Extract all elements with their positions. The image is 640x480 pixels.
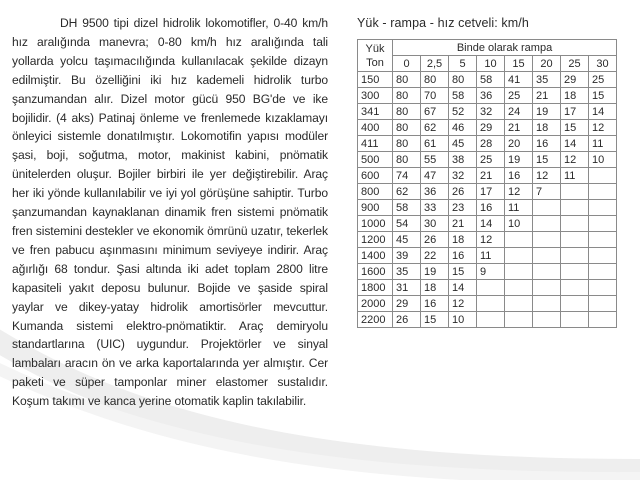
speed-cell xyxy=(533,296,561,312)
speed-cell: 25 xyxy=(477,152,505,168)
speed-cell: 58 xyxy=(477,72,505,88)
speed-cell: 80 xyxy=(393,72,421,88)
table-row xyxy=(358,312,617,328)
speed-cell: 29 xyxy=(477,120,505,136)
speed-cell: 17 xyxy=(477,184,505,200)
speed-cell: 18 xyxy=(533,120,561,136)
speed-cell: 21 xyxy=(449,216,477,232)
speed-cell: 23 xyxy=(449,200,477,216)
speed-cell: 80 xyxy=(449,72,477,88)
speed-cell: 12 xyxy=(533,168,561,184)
load-cell: 150 xyxy=(358,72,393,88)
load-cell: 1000 xyxy=(358,216,393,232)
speed-cell: 16 xyxy=(533,136,561,152)
speed-cell: 18 xyxy=(561,88,589,104)
speed-cell xyxy=(561,184,589,200)
speed-cell xyxy=(589,312,617,328)
speed-cell: 16 xyxy=(449,248,477,264)
speed-cell: 28 xyxy=(477,136,505,152)
speed-cell xyxy=(589,168,617,184)
speed-cell: 17 xyxy=(561,104,589,120)
speed-cell: 67 xyxy=(421,104,449,120)
speed-cell: 7 xyxy=(533,184,561,200)
speed-cell: 14 xyxy=(589,104,617,120)
speed-cell: 46 xyxy=(449,120,477,136)
speed-cell xyxy=(533,248,561,264)
speed-cell: 19 xyxy=(505,152,533,168)
speed-cell: 10 xyxy=(505,216,533,232)
table-row xyxy=(358,168,617,184)
ramp-header-cell: 15 xyxy=(505,56,533,72)
speed-cell: 45 xyxy=(393,232,421,248)
speed-cell: 41 xyxy=(505,72,533,88)
load-cell: 900 xyxy=(358,200,393,216)
table-row xyxy=(358,200,617,216)
load-cell: 411 xyxy=(358,136,393,152)
table-row xyxy=(358,88,617,104)
speed-cell: 29 xyxy=(561,72,589,88)
speed-cell: 58 xyxy=(449,88,477,104)
table-row xyxy=(358,152,617,168)
speed-cell: 38 xyxy=(449,152,477,168)
ramp-group-header: Binde olarak rampa xyxy=(393,40,617,56)
load-cell: 1400 xyxy=(358,248,393,264)
load-header-line-yuk: Yük xyxy=(365,42,385,55)
speed-cell: 21 xyxy=(505,120,533,136)
table-row xyxy=(358,216,617,232)
speed-cell: 12 xyxy=(505,184,533,200)
speed-cell: 12 xyxy=(477,232,505,248)
load-cell: 1600 xyxy=(358,264,393,280)
speed-cell: 21 xyxy=(477,168,505,184)
speed-cell: 36 xyxy=(421,184,449,200)
speed-cell: 14 xyxy=(477,216,505,232)
speed-cell: 16 xyxy=(477,200,505,216)
speed-cell: 25 xyxy=(505,88,533,104)
table-row xyxy=(358,72,617,88)
speed-cell xyxy=(561,280,589,296)
speed-cell xyxy=(533,264,561,280)
ramp-values-header-row xyxy=(358,56,617,72)
speed-cell xyxy=(589,184,617,200)
load-cell: 341 xyxy=(358,104,393,120)
speed-cell xyxy=(477,312,505,328)
speed-cell: 62 xyxy=(421,120,449,136)
speed-cell: 29 xyxy=(393,296,421,312)
speed-cell: 12 xyxy=(449,296,477,312)
load-header-line-ton: Ton xyxy=(366,56,384,69)
speed-cell: 26 xyxy=(393,312,421,328)
speed-cell xyxy=(505,312,533,328)
speed-cell xyxy=(561,312,589,328)
speed-cell: 11 xyxy=(477,248,505,264)
speed-cell: 18 xyxy=(449,232,477,248)
speed-cell: 24 xyxy=(505,104,533,120)
speed-cell: 70 xyxy=(421,88,449,104)
speed-cell xyxy=(477,296,505,312)
speed-cell: 32 xyxy=(477,104,505,120)
table-row xyxy=(358,104,617,120)
speed-cell: 80 xyxy=(393,152,421,168)
table-row xyxy=(358,264,617,280)
speed-cell: 12 xyxy=(589,120,617,136)
speed-cell xyxy=(589,200,617,216)
ramp-header-cell: 25 xyxy=(561,56,589,72)
speed-cell xyxy=(561,248,589,264)
speed-cell: 80 xyxy=(393,136,421,152)
speed-cell: 39 xyxy=(393,248,421,264)
load-cell: 400 xyxy=(358,120,393,136)
speed-cell: 11 xyxy=(505,200,533,216)
speed-cell: 55 xyxy=(421,152,449,168)
speed-cell xyxy=(505,280,533,296)
speed-cell xyxy=(533,280,561,296)
speed-cell xyxy=(589,280,617,296)
speed-cell: 16 xyxy=(421,296,449,312)
table-row xyxy=(358,136,617,152)
speed-cell: 35 xyxy=(393,264,421,280)
table-row xyxy=(358,120,617,136)
speed-cell xyxy=(505,264,533,280)
speed-cell: 22 xyxy=(421,248,449,264)
speed-cell: 26 xyxy=(421,232,449,248)
speed-cell: 21 xyxy=(533,88,561,104)
speed-cell: 61 xyxy=(421,136,449,152)
table-title: Yük - rampa - hız cetveli: km/h xyxy=(357,16,529,30)
ramp-header-cell: 10 xyxy=(477,56,505,72)
speed-cell: 18 xyxy=(421,280,449,296)
speed-cell: 26 xyxy=(449,184,477,200)
load-cell: 800 xyxy=(358,184,393,200)
speed-cell: 62 xyxy=(393,184,421,200)
table-row xyxy=(358,184,617,200)
load-column-header xyxy=(358,40,393,72)
speed-cell: 15 xyxy=(449,264,477,280)
speed-cell: 19 xyxy=(533,104,561,120)
speed-cell: 54 xyxy=(393,216,421,232)
table-row xyxy=(358,232,617,248)
table-row xyxy=(358,280,617,296)
ramp-header-cell: 5 xyxy=(449,56,477,72)
speed-cell xyxy=(561,200,589,216)
load-cell: 1800 xyxy=(358,280,393,296)
speed-cell: 11 xyxy=(589,136,617,152)
speed-cell xyxy=(505,296,533,312)
speed-cell: 33 xyxy=(421,200,449,216)
speed-cell: 10 xyxy=(589,152,617,168)
speed-cell xyxy=(533,200,561,216)
speed-cell: 25 xyxy=(589,72,617,88)
speed-cell: 80 xyxy=(393,88,421,104)
load-cell: 1200 xyxy=(358,232,393,248)
speed-cell: 58 xyxy=(393,200,421,216)
speed-cell xyxy=(561,216,589,232)
speed-cell xyxy=(561,296,589,312)
ramp-header-cell: 2,5 xyxy=(421,56,449,72)
speed-cell: 36 xyxy=(477,88,505,104)
speed-cell: 80 xyxy=(393,104,421,120)
speed-cell: 74 xyxy=(393,168,421,184)
speed-cell xyxy=(589,264,617,280)
ramp-header-cell: 30 xyxy=(589,56,617,72)
speed-cell: 47 xyxy=(421,168,449,184)
load-cell: 2000 xyxy=(358,296,393,312)
load-cell: 600 xyxy=(358,168,393,184)
speed-cell xyxy=(533,232,561,248)
speed-cell: 32 xyxy=(449,168,477,184)
ramp-header-cell: 0 xyxy=(393,56,421,72)
speed-cell xyxy=(589,232,617,248)
speed-cell: 14 xyxy=(449,280,477,296)
speed-cell: 80 xyxy=(393,120,421,136)
description-paragraph: DH 9500 tipi dizel hidrolik lokomotifler, 0-40 km/h hız aralığında manevra; 0-80 km/h hız aralığında tali yollarda yolcu taşımacılığında kullanılacak şekilde dizayn edilmiştir. Bu özelliğini iki hız kademeli hidrolik turbo şanzumandan alır. Dizel motor gücü 950 BG'de ve ike bojilidir. (4 aks) Patinaj önleme ve frenlemede kızaklamayı önleyici sistemle donatılmıştır. Lokomotifin yapısı modüler şasi, boji, soğutma, motor, makinist kabini, pnömatik ünitelerden oluşur. Bojiler birbiri ile yer değiştirebilir. Araç her iki yönde kullanılabilir ve iyi yol görüşüne sahiptir. Turbo şanzumandan kaynaklanan dinamik fren sistemi pnömatik fren sistemini destekler ve ekonomik ömrünü uzatır, tekerlek ve fren pabucu aşınmasını minimum seviyeye indirir. Araç ağırlığı 68 tondur. Şasi altında iki adet toplam 2800 litre kapasiteli yakıt deposu bulunur. Bojide ve şaside spiral yaylar ve dikey-yatay hidrolik amortisörler mevcuttur. Kumanda sistemi elektro-pnömatiktir. Araç demiryolu standartlarına (UIC) uygundur. Projektörler ve sinyal lambaları aracın ön ve arka kaportalarında yer almıştır. Cer paketi ve süper tamponlar miner elastomer sustalıdır. Koşum takımı ve kanca yerine otomatik kaplin takılabilir. xyxy=(12,16,328,409)
speed-cell: 11 xyxy=(561,168,589,184)
speed-cell: 20 xyxy=(505,136,533,152)
speed-cell: 35 xyxy=(533,72,561,88)
speed-table-section xyxy=(357,14,619,328)
speed-cell xyxy=(589,216,617,232)
load-header-label xyxy=(358,42,392,70)
speed-cell xyxy=(505,232,533,248)
table-body xyxy=(358,72,617,328)
speed-cell xyxy=(561,264,589,280)
load-ramp-speed-table xyxy=(357,39,617,328)
speed-cell: 80 xyxy=(421,72,449,88)
speed-cell xyxy=(477,280,505,296)
speed-cell xyxy=(533,216,561,232)
speed-cell: 52 xyxy=(449,104,477,120)
speed-cell: 30 xyxy=(421,216,449,232)
speed-cell: 31 xyxy=(393,280,421,296)
ramp-header-cell: 20 xyxy=(533,56,561,72)
speed-cell: 12 xyxy=(561,152,589,168)
load-cell: 500 xyxy=(358,152,393,168)
speed-cell: 15 xyxy=(421,312,449,328)
speed-cell: 45 xyxy=(449,136,477,152)
speed-cell: 16 xyxy=(505,168,533,184)
speed-cell: 10 xyxy=(449,312,477,328)
speed-cell xyxy=(505,248,533,264)
table-row xyxy=(358,248,617,264)
load-cell: 300 xyxy=(358,88,393,104)
load-cell: 2200 xyxy=(358,312,393,328)
speed-cell: 15 xyxy=(589,88,617,104)
table-row xyxy=(358,296,617,312)
speed-cell: 15 xyxy=(561,120,589,136)
speed-cell: 19 xyxy=(421,264,449,280)
speed-cell xyxy=(533,312,561,328)
speed-cell xyxy=(589,248,617,264)
speed-cell xyxy=(561,232,589,248)
speed-cell: 15 xyxy=(533,152,561,168)
speed-cell: 9 xyxy=(477,264,505,280)
speed-cell: 14 xyxy=(561,136,589,152)
speed-cell xyxy=(589,296,617,312)
